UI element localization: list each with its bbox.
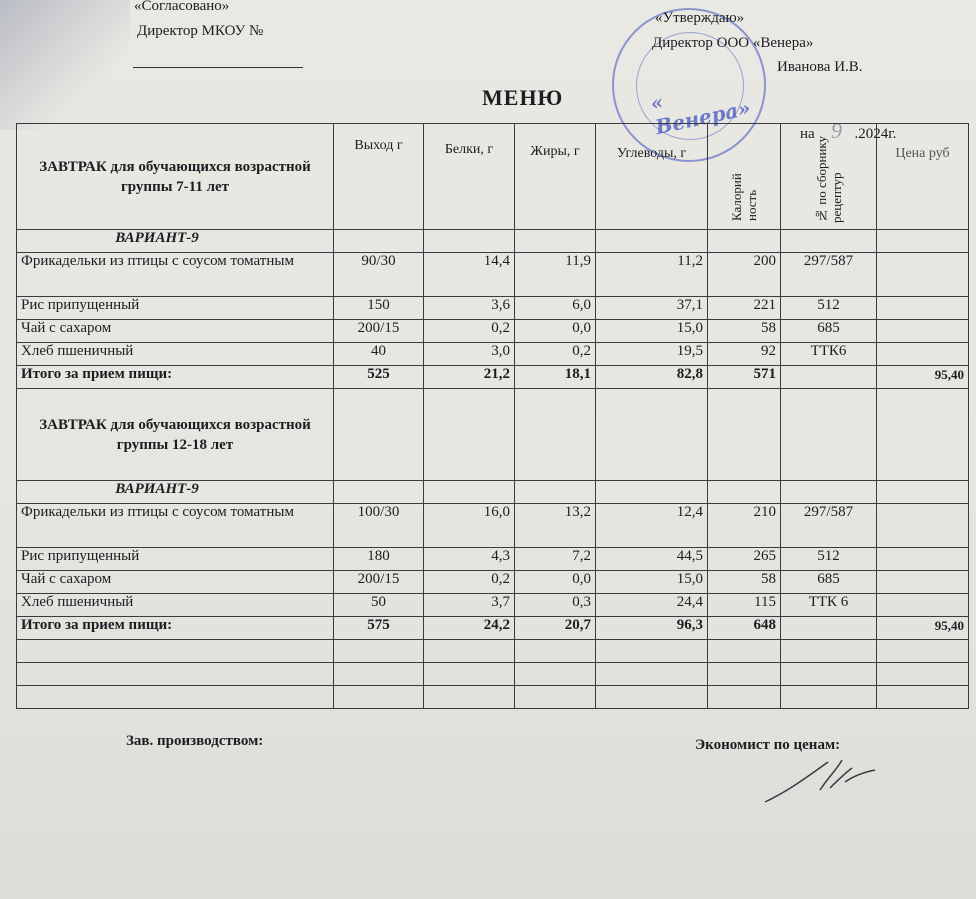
- dish-output: 150: [334, 297, 424, 320]
- section1-variant: ВАРИАНТ-9: [17, 230, 334, 253]
- dish-output: 100/30: [334, 504, 424, 548]
- dish-calories: 265: [708, 548, 781, 571]
- total-label: Итого за прием пищи:: [17, 366, 334, 389]
- dish-carbs: 24,4: [596, 594, 708, 617]
- date-suffix: .2024г.: [854, 126, 897, 142]
- dish-carbs: 15,0: [596, 571, 708, 594]
- dish-price: [877, 571, 969, 594]
- dish-name: Чай с сахаром: [17, 320, 334, 343]
- stamp-text: « Венера»: [648, 89, 753, 140]
- signature-line: [133, 67, 303, 68]
- date-day: 9: [830, 118, 842, 143]
- dish-carbs: 15,0: [596, 320, 708, 343]
- total-recipe: [781, 366, 877, 389]
- col-price: Цена руб: [877, 124, 969, 230]
- dish-price: [877, 320, 969, 343]
- dish-fat: 0,0: [515, 571, 596, 594]
- section1-variant-row: [17, 230, 969, 253]
- total-fat: 18,1: [515, 366, 596, 389]
- total-row: [17, 617, 969, 640]
- dish-recipe: 685: [781, 320, 877, 343]
- dish-recipe: 685: [781, 571, 877, 594]
- dish-price: [877, 594, 969, 617]
- total-protein: 21,2: [424, 366, 515, 389]
- total-output: 525: [334, 366, 424, 389]
- dish-recipe: 297/587: [781, 253, 877, 297]
- empty-row: [17, 686, 969, 709]
- dish-recipe: 512: [781, 297, 877, 320]
- total-label: Итого за прием пищи:: [17, 617, 334, 640]
- empty-row: [17, 640, 969, 663]
- approved-label: «Согласовано»: [134, 0, 230, 14]
- menu-table: [16, 123, 969, 709]
- page-shadow: [0, 0, 130, 130]
- section2-header-row: [17, 389, 969, 481]
- dish-name: Рис припущенный: [17, 297, 334, 320]
- dish-protein: 0,2: [424, 571, 515, 594]
- dish-calories: 58: [708, 571, 781, 594]
- dish-output: 200/15: [334, 571, 424, 594]
- dish-output: 200/15: [334, 320, 424, 343]
- dish-name: Хлеб пшеничный: [17, 594, 334, 617]
- section2-variant-row: [17, 481, 969, 504]
- dish-name: Рис припущенный: [17, 548, 334, 571]
- dish-protein: 3,0: [424, 343, 515, 366]
- dish-fat: 0,3: [515, 594, 596, 617]
- dish-recipe: 297/587: [781, 504, 877, 548]
- dish-protein: 16,0: [424, 504, 515, 548]
- dish-price: [877, 297, 969, 320]
- dish-protein: 14,4: [424, 253, 515, 297]
- dish-carbs: 19,5: [596, 343, 708, 366]
- dish-fat: 0,0: [515, 320, 596, 343]
- dish-name: Фрикадельки из птицы с соусом томатным: [17, 253, 334, 297]
- approve-label: «Утверждаю»: [655, 10, 745, 26]
- dish-carbs: 37,1: [596, 297, 708, 320]
- total-carbs: 82,8: [596, 366, 708, 389]
- dish-calories: 115: [708, 594, 781, 617]
- total-price: 95,40: [877, 617, 969, 640]
- col-calories: Калорий ность: [708, 124, 781, 230]
- total-calories: 571: [708, 366, 781, 389]
- dish-output: 180: [334, 548, 424, 571]
- dish-calories: 221: [708, 297, 781, 320]
- dish-name: Хлеб пшеничный: [17, 343, 334, 366]
- dish-price: [877, 504, 969, 548]
- section1-title: ЗАВТРАК для обучающихся возрастной группы 7-11 лет: [17, 124, 334, 230]
- dish-output: 90/30: [334, 253, 424, 297]
- dish-carbs: 44,5: [596, 548, 708, 571]
- table-row: [17, 571, 969, 594]
- dish-fat: 6,0: [515, 297, 596, 320]
- director-name: Иванова И.В.: [777, 59, 863, 75]
- dish-recipe: 512: [781, 548, 877, 571]
- dish-protein: 0,2: [424, 320, 515, 343]
- dish-price: [877, 548, 969, 571]
- dish-fat: 11,9: [515, 253, 596, 297]
- total-output: 575: [334, 617, 424, 640]
- table-row: [17, 594, 969, 617]
- table-row: [17, 504, 969, 548]
- dish-price: [877, 253, 969, 297]
- dish-name: Фрикадельки из птицы с соусом томатным: [17, 504, 334, 548]
- section2-variant: ВАРИАНТ-9: [17, 481, 334, 504]
- total-protein: 24,2: [424, 617, 515, 640]
- dish-fat: 0,2: [515, 343, 596, 366]
- section2-title: ЗАВТРАК для обучающихся возрастной группы 12-18 лет: [17, 389, 334, 481]
- date-prefix: на: [800, 126, 815, 142]
- col-recipe: № по сборнику рецептур: [781, 124, 877, 230]
- page-title: МЕНЮ: [482, 85, 564, 110]
- dish-name: Чай с сахаром: [17, 571, 334, 594]
- dish-recipe: ТТК 6: [781, 594, 877, 617]
- col-output: Выход г: [334, 124, 424, 230]
- dish-protein: 3,7: [424, 594, 515, 617]
- total-row: [17, 366, 969, 389]
- total-recipe: [781, 617, 877, 640]
- dish-recipe: ТТК6: [781, 343, 877, 366]
- director-company-label: Директор ООО «Венера»: [652, 35, 814, 51]
- table-row: [17, 548, 969, 571]
- dish-protein: 4,3: [424, 548, 515, 571]
- dish-fat: 13,2: [515, 504, 596, 548]
- col-fat: Жиры, г: [515, 124, 596, 230]
- table-row: [17, 297, 969, 320]
- economist-signature: [760, 750, 880, 810]
- table-row: [17, 343, 969, 366]
- dish-output: 50: [334, 594, 424, 617]
- footer-economist-label: Экономист по ценам:: [695, 737, 841, 753]
- table-row: [17, 320, 969, 343]
- dish-price: [877, 343, 969, 366]
- dish-carbs: 11,2: [596, 253, 708, 297]
- footer-production-label: Зав. производством:: [126, 733, 264, 749]
- dish-carbs: 12,4: [596, 504, 708, 548]
- director-school-label: Директор МКОУ №: [137, 23, 264, 39]
- dish-fat: 7,2: [515, 548, 596, 571]
- empty-row: [17, 663, 969, 686]
- dish-calories: 210: [708, 504, 781, 548]
- total-calories: 648: [708, 617, 781, 640]
- dish-output: 40: [334, 343, 424, 366]
- table-row: [17, 253, 969, 297]
- col-carbs: Углеводы, г: [596, 124, 708, 230]
- total-price: 95,40: [877, 366, 969, 389]
- dish-calories: 92: [708, 343, 781, 366]
- dish-protein: 3,6: [424, 297, 515, 320]
- dish-calories: 200: [708, 253, 781, 297]
- total-carbs: 96,3: [596, 617, 708, 640]
- table-header-row: [17, 124, 969, 230]
- total-fat: 20,7: [515, 617, 596, 640]
- col-protein: Белки, г: [424, 124, 515, 230]
- dish-calories: 58: [708, 320, 781, 343]
